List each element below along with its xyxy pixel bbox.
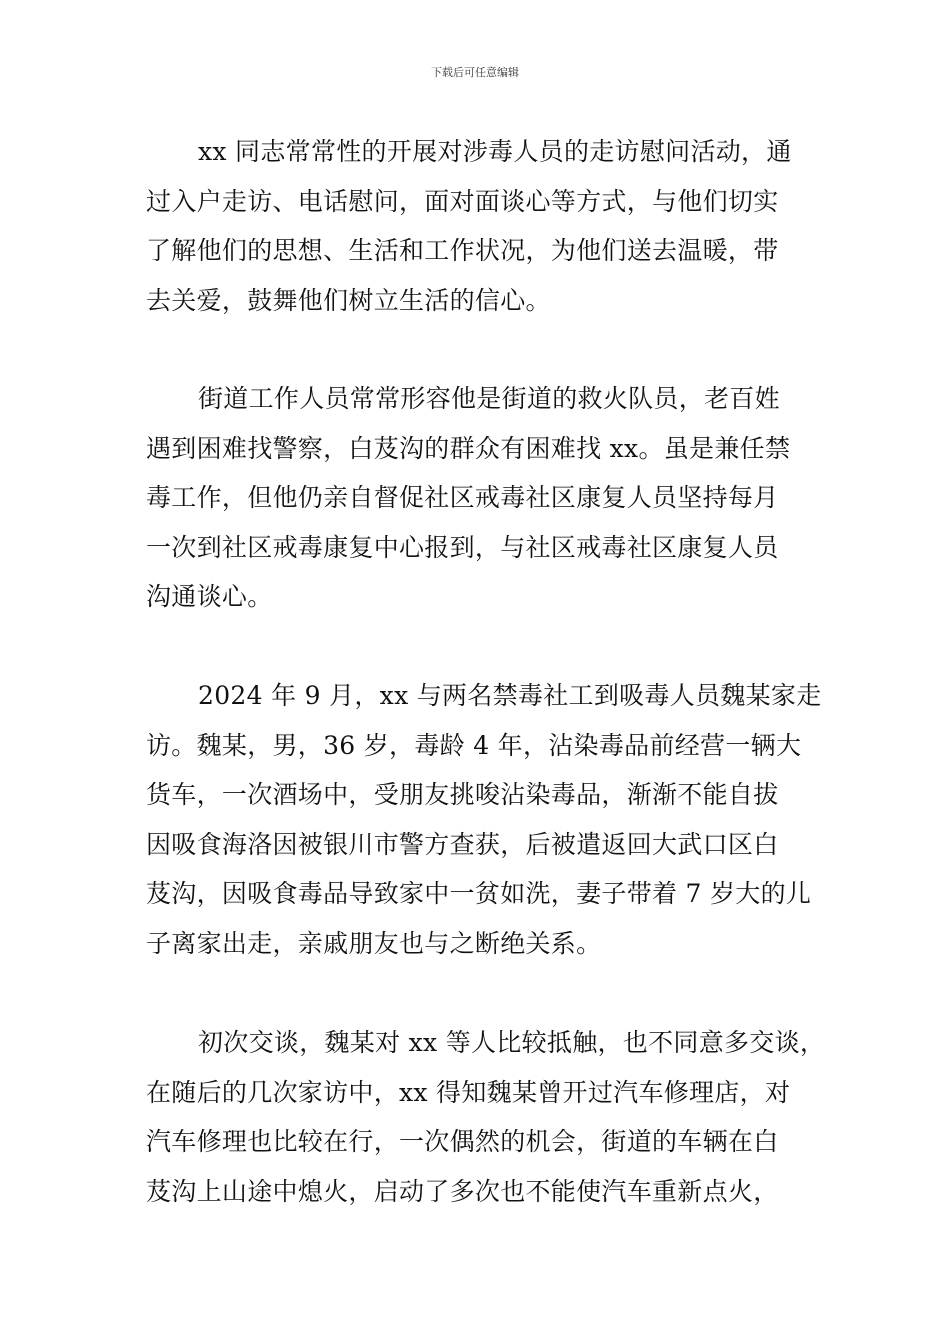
text-line: 2024 年 9 月，xx 与两名禁毒社工到吸毒人员魏某家走 [198, 681, 822, 710]
paragraph-1 [146, 127, 826, 325]
text-line: 汽车修理也比较在行，一次偶然的机会，街道的车辆在白 [146, 1127, 779, 1156]
text-line: 芨沟，因吸食毒品导致家中一贫如洗，妻子带着 7 岁大的儿 [146, 879, 812, 908]
text-line: 在随后的几次家访中，xx 得知魏某曾开过汽车修理店，对 [146, 1077, 791, 1107]
text-line: 初次交谈，魏某对 xx 等人比较抵触，也不同意多交谈， [198, 1028, 826, 1057]
text-line: 街道工作人员常常形容他是街道的救火队员，老百姓 [198, 384, 780, 413]
text-line: 过入户走访、电话慰问，面对面谈心等方式，与他们切实 [146, 186, 779, 216]
text-line: 因吸食海洛因被银川市警方查获，后被遣返回大武口区白 [146, 829, 779, 859]
text-line: 了解他们的思想、生活和工作状况，为他们送去温暖，带 [146, 236, 779, 265]
text-line: 沟通谈心。 [146, 582, 273, 611]
text-line: xx 同志常常性的开展对涉毒人员的走访慰问活动，通 [198, 137, 792, 166]
text-line: 毒工作，但他仍亲自督促社区戒毒社区康复人员坚持每月 [146, 483, 779, 512]
text-line: 子离家出走，亲戚朋友也与之断绝关系。 [146, 928, 602, 958]
text-line: 一次到社区戒毒康复中心报到，与社区戒毒社区康复人员 [146, 532, 779, 562]
text-line: 货车，一次酒场中，受朋友挑唆沾染毒品，渐渐不能自拔 [146, 780, 779, 809]
text-line: 访。魏某，男，36 岁，毒龄 4 年，沾染毒品前经营一辆大 [146, 730, 802, 760]
page-header: 下载后可任意编辑 [431, 66, 519, 79]
paragraph-3 [146, 671, 826, 968]
text-line: 遇到困难找警察，白芨沟的群众有困难找 xx。虽是兼任禁 [146, 433, 791, 463]
text-line: 芨沟上山途中熄火，启动了多次也不能使汽车重新点火， [146, 1176, 779, 1206]
paragraph-4 [146, 1018, 826, 1216]
text-line: 去关爱，鼓舞他们树立生活的信心。 [146, 285, 551, 315]
paragraph-2 [146, 374, 826, 622]
